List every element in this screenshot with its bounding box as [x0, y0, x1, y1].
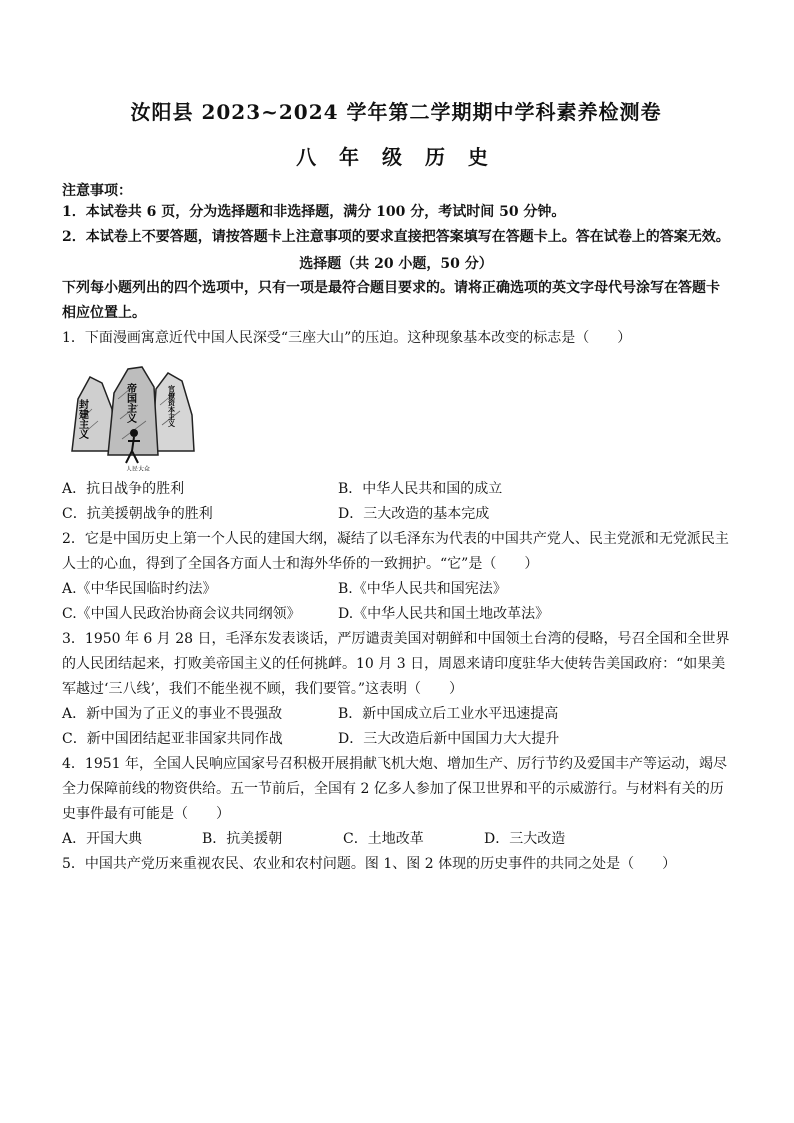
option-c: C．抗美援朝战争的胜利: [62, 506, 213, 522]
option-b: B．新中国成立后工业水平迅速提高: [338, 706, 559, 722]
question-stem: 1．下面漫画寓意近代中国人民深受“三座大山”的压迫。这种现象基本改变的标志是（ ）: [62, 330, 632, 346]
question-stem: 5．中国共产党历来重视农民、农业和农村问题。图 1、图 2 体现的历史事件的共同之处是（ ）: [62, 856, 677, 872]
question-options: [62, 577, 730, 627]
option-b: B．抗美援朝: [202, 831, 283, 847]
notice-item: 2．本试卷上不要答题，请按答题卡上注意事项的要求直接把答案填写在答题卡上。答在试卷上的答案无效。: [62, 229, 730, 245]
notice-heading: 注意事项：: [62, 183, 132, 199]
option-d: D．三大改造的基本完成: [338, 506, 490, 522]
section-heading: 选择题（共 20 小题，50 分）: [299, 256, 493, 272]
notice-item: 1．本试卷共 6 页，分为选择题和非选择题，满分 100 分，考试时间 50 分钟。: [62, 204, 566, 220]
option-b: B.《中华人民共和国宪法》: [338, 581, 507, 597]
option-d: D．三大改造: [484, 831, 566, 847]
question-stem: 3．1950 年 6 月 28 日，毛泽东发表谈话，严厉谴责美国对朝鲜和中国领土台湾的侵略，号召全国和全世界的人民团结起来，打败美帝国主义的任何挑衅。10 月 3 日，周恩来请印度驻华大使转告美国政府：“如果美军越过‘三八线’，我们不能坐视不顾，我们要管。”这表明（ ）: [62, 631, 730, 697]
question-options: [62, 702, 730, 752]
question-options: [62, 827, 730, 852]
option-c: C．土地改革: [343, 831, 424, 847]
option-d: D.《中华人民共和国土地改革法》: [338, 606, 550, 622]
option-b: B．中华人民共和国的成立: [338, 481, 503, 497]
mountain-center-label: 帝国主义: [124, 383, 136, 423]
section-instruction: 下列每小题列出的四个选项中，只有一项是最符合题目要求的。请将正确选项的英文字母代号涂写在答题卡相应位置上。: [62, 280, 720, 321]
exam-subject: 八 年 级 历 史: [296, 145, 496, 169]
option-d: D．三大改造后新中国国力大大提升: [338, 731, 560, 747]
option-a: A．抗日战争的胜利: [62, 481, 185, 497]
question-options: [62, 477, 730, 527]
mountain-left-label: 封建主义: [76, 399, 88, 439]
option-c: C．新中国团结起亚非国家共同作战: [62, 731, 283, 747]
exam-page: [62, 96, 730, 877]
option-a: A.《中华民国临时约法》: [62, 581, 217, 597]
figure-caption: 人民大众: [126, 466, 151, 471]
option-a: A．新中国为了正义的事业不畏强敌: [62, 706, 283, 722]
three-mountains-cartoon: [68, 359, 198, 471]
mountain-right-label: 官僚资本主义: [167, 385, 177, 427]
option-a: A．开国大典: [62, 831, 143, 847]
question-stem: 2．它是中国历史上第一个人民的建国大纲，凝结了以毛泽东为代表的中国共产党人、民主党派和无党派民主人士的心血，得到了全国各方面人士和海外华侨的一致拥护。“它”是（ ）: [62, 531, 729, 572]
question-stem: 4．1951 年，全国人民响应国家号召积极开展捐献飞机大炮、增加生产、厉行节约及爱国丰产等运动，竭尽全力保障前线的物资供给。五一节前后，全国有 2 亿多人参加了保卫世界和平的示威游行。与材料有关的历史事件最有可能是（ ）: [62, 756, 727, 822]
option-c: C.《中国人民政治协商会议共同纲领》: [62, 606, 301, 622]
exam-title: 汝阳县 2023~2024 学年第二学期期中学科素养检测卷: [130, 100, 662, 124]
